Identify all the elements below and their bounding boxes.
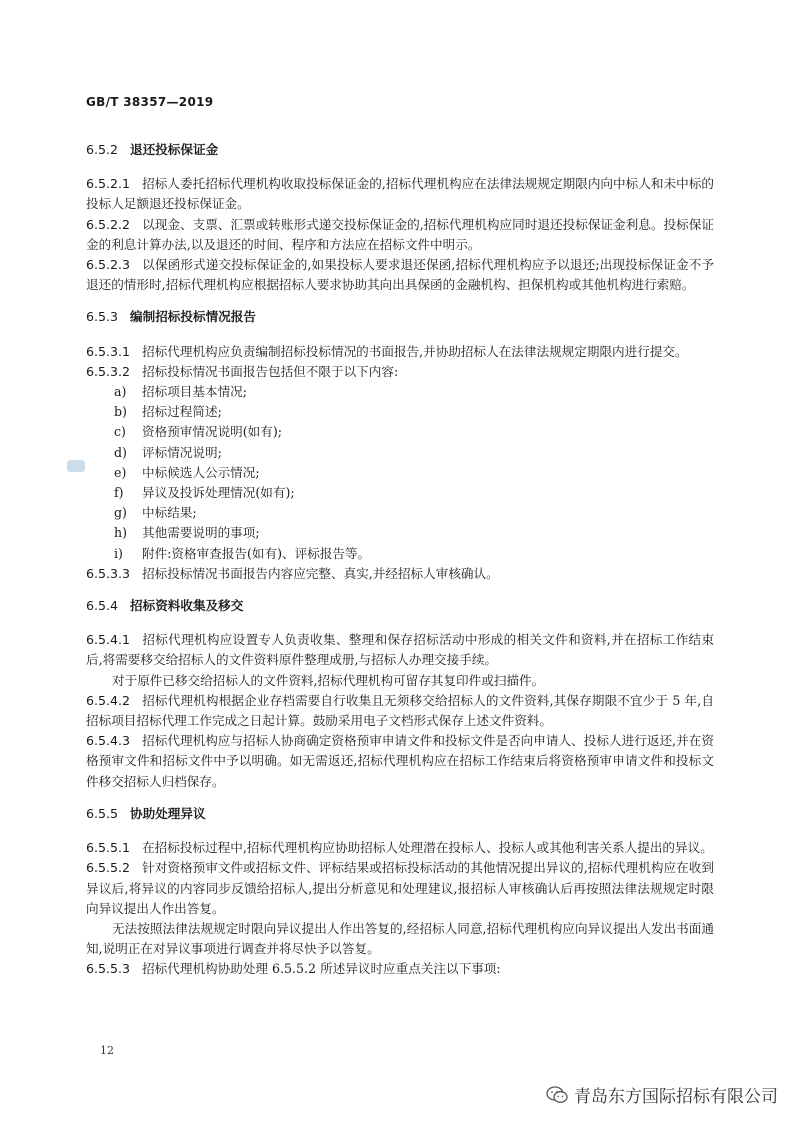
clause-number: 6.5.5.1	[86, 840, 131, 856]
clause-paragraph	[86, 671, 714, 691]
clause-text: 在招标投标过程中,招标代理机构应协助招标人处理潜在投标人、投标人或其他利害关系人提出的异议。	[142, 840, 713, 856]
clause-number: 6.5.2.1	[86, 176, 131, 192]
section-title: 编制招标投标情况报告	[130, 309, 256, 325]
section-heading	[86, 804, 714, 824]
clause-text: 对于原件已移交给招标人的文件资料,招标代理机构可留存其复印件或扫描件。	[112, 672, 545, 688]
clause-number: 6.5.3.3	[86, 565, 131, 581]
clause-text: 招标代理机构应与招标人协商确定资格预审申请文件和投标文件是否向申请人、投标人进行返还,并在资格预审文件和招标文件中予以明确。如无需返还,招标代理机构应在招标工作结束后将资格预审申请文件和投标文件移交招标人归档保存。	[86, 733, 714, 789]
clause-number: 6.5.3.1	[86, 343, 131, 359]
item-list	[86, 382, 714, 564]
list-text: 其他需要说明的事项;	[142, 525, 260, 541]
clause-number: 6.5.2.3	[86, 257, 131, 273]
list-item	[86, 544, 714, 564]
section-number: 6.5.5	[86, 805, 119, 821]
list-item	[86, 483, 714, 503]
clause-text: 招标代理机构应设置专人负责收集、整理和保存招标活动中形成的相关文件和资料,并在招标工作结束后,将需要移交给招标人的文件资料原件整理成册,与招标人办理交接手续。	[86, 632, 714, 668]
clause-text: 针对资格预审文件或招标文件、评标结果或招标投标活动的其他情况提出异议的,招标代理机构应在收到异议后,将异议的内容同步反馈给招标人,提出分析意见和处理建议,报招标人审核确认后再按照法律法规规定时限向异议提出人作出答复。	[86, 860, 714, 916]
watermark	[546, 1082, 778, 1107]
wechat-icon	[546, 1086, 568, 1104]
list-item	[86, 503, 714, 523]
scan-stamp	[67, 460, 85, 472]
clause-text: 招标投标情况书面报告包括但不限于以下内容:	[142, 363, 399, 379]
clause-paragraph	[86, 564, 714, 584]
document-body	[86, 140, 714, 980]
section-number: 6.5.4	[86, 598, 119, 614]
list-marker: g)	[114, 505, 127, 521]
list-text: 评标情况说明;	[142, 444, 222, 460]
clause-paragraph	[86, 342, 714, 362]
list-item	[86, 443, 714, 463]
clause-paragraph	[86, 731, 714, 792]
clause-paragraph	[86, 919, 714, 959]
page-number: 12	[100, 1044, 114, 1057]
section-title: 协助处理异议	[130, 805, 206, 821]
list-text: 资格预审情况说明(如有);	[142, 424, 283, 440]
list-marker: h)	[114, 525, 128, 541]
list-text: 招标过程简述;	[142, 404, 222, 420]
standard-id: GB/T 38357—2019	[86, 95, 214, 109]
list-marker: i)	[114, 545, 123, 561]
clause-paragraph	[86, 691, 714, 731]
clause-paragraph	[86, 174, 714, 214]
clause-paragraph	[86, 362, 714, 382]
clause-number: 6.5.5.2	[86, 860, 131, 876]
list-text: 招标项目基本情况;	[142, 384, 247, 400]
clause-text: 以保函形式递交投标保证金的,如果投标人要求退还保函,招标代理机构应予以退还;出现投标保证金不予退还的情形时,招标代理机构应根据招标人要求协助其向出具保函的金融机构、担保机构或其他机构进行索赔。	[86, 257, 714, 293]
clause-text: 无法按照法律法规规定时限向异议提出人作出答复的,经招标人同意,招标代理机构应向异议提出人发出书面通知,说明正在对异议事项进行调查并将尽快予以答复。	[86, 920, 714, 957]
clause-number: 6.5.4.3	[86, 733, 131, 749]
list-marker: b)	[114, 404, 127, 420]
list-marker: d)	[114, 444, 127, 460]
watermark-text: 青岛东方国际招标有限公司	[574, 1087, 778, 1107]
clause-text: 招标投标情况书面报告内容应完整、真实,并经招标人审核确认。	[142, 565, 499, 581]
section-heading	[86, 596, 714, 616]
clause-paragraph	[86, 959, 714, 979]
list-marker: f)	[114, 485, 124, 501]
section-number: 6.5.3	[86, 309, 119, 325]
section-title: 退还投标保证金	[130, 142, 219, 157]
list-marker: e)	[114, 464, 127, 480]
section-heading	[86, 140, 714, 160]
list-item	[86, 382, 714, 402]
list-item	[86, 422, 714, 442]
clause-text: 招标代理机构根据企业存档需要自行收集且无须移交给招标人的文件资料,其保存期限不宜少于 5 年,自招标项目招标代理工作完成之日起计算。鼓励采用电子文档形式保存上述文件资料。	[86, 692, 714, 729]
clause-number: 6.5.2.2	[86, 216, 131, 232]
clause-text: 以现金、支票、汇票或转账形式递交投标保证金的,招标代理机构应同时退还投标保证金利息。投标保证金的利息计算办法,以及退还的时间、程序和方法应在招标文件中明示。	[86, 216, 714, 252]
section-title: 招标资料收集及移交	[130, 598, 244, 614]
section-heading	[86, 307, 714, 327]
clause-number: 6.5.4.2	[86, 692, 131, 708]
list-text: 中标候选人公示情况;	[142, 464, 260, 480]
list-item	[86, 463, 714, 483]
list-marker: c)	[114, 424, 126, 440]
clause-paragraph	[86, 630, 714, 670]
clause-text: 招标人委托招标代理机构收取投标保证金的,招标代理机构应在法律法规规定期限内向中标人和未中标的投标人足额退还投标保证金。	[86, 176, 714, 212]
clause-number: 6.5.5.3	[86, 961, 131, 977]
list-text: 异议及投诉处理情况(如有);	[142, 485, 295, 501]
clause-paragraph	[86, 838, 714, 858]
list-item	[86, 523, 714, 543]
clause-text: 招标代理机构协助处理 6.5.5.2 所述异议时应重点关注以下事项:	[142, 961, 501, 977]
clause-paragraph	[86, 255, 714, 295]
clause-paragraph	[86, 858, 714, 919]
list-text: 中标结果;	[142, 505, 197, 521]
section-number: 6.5.2	[86, 142, 119, 157]
list-text: 附件:资格审查报告(如有)、评标报告等。	[142, 545, 371, 561]
clause-text: 招标代理机构应负责编制招标投标情况的书面报告,并协助招标人在法律法规规定期限内进行提交。	[142, 343, 688, 359]
list-marker: a)	[114, 384, 127, 400]
list-item	[86, 402, 714, 422]
clause-paragraph	[86, 215, 714, 255]
clause-number: 6.5.3.2	[86, 363, 131, 379]
clause-number: 6.5.4.1	[86, 632, 131, 648]
